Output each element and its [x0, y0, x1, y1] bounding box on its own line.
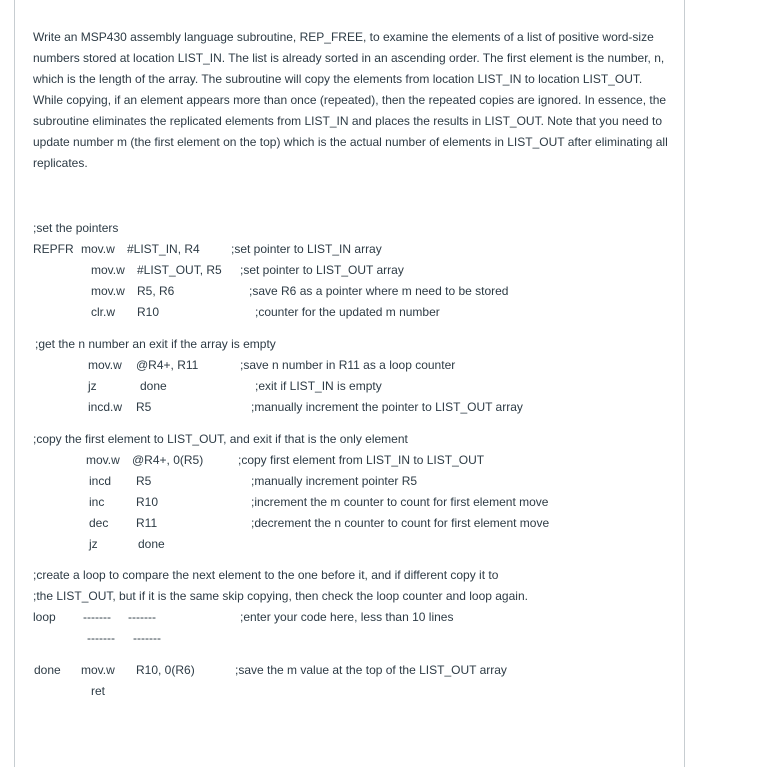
placeholder-opcode: ------- — [83, 610, 111, 624]
code-comment: ;exit if LIST_IN is empty — [255, 379, 382, 393]
opcode: mov.w — [86, 453, 120, 467]
code-comment: ;copy first element from LIST_IN to LIST_OUT — [238, 453, 485, 467]
opcode: incd — [89, 474, 112, 488]
code-comment: ;set pointer to LIST_OUT array — [240, 263, 404, 277]
code-comment: ;save R6 as a pointer where m need to be stored — [249, 284, 509, 298]
operands: R10 — [137, 305, 160, 319]
code-comment: ;save n number in R11 as a loop counter — [240, 358, 456, 372]
label-loop: loop — [33, 610, 56, 624]
label-repfr: REPFR — [33, 242, 74, 256]
opcode: jz — [89, 537, 98, 551]
code-comment: ;save the m value at the top of the LIST_OUT array — [235, 663, 507, 677]
operands: done — [140, 379, 167, 393]
comment-get-n: ;get the n number an exit if the array is empty — [35, 337, 276, 351]
comment-copy-first: ;copy the first element to LIST_OUT, and exit if that is the only element — [33, 432, 408, 446]
operands: @R4+, R11 — [136, 358, 199, 372]
code-comment: ;set pointer to LIST_IN array — [231, 242, 382, 256]
operands: #LIST_IN, R4 — [127, 242, 200, 256]
operands: R5 — [136, 474, 152, 488]
opcode: incd.w — [88, 400, 123, 414]
opcode: inc — [89, 495, 105, 509]
operands: R5, R6 — [137, 284, 175, 298]
opcode: mov.w — [91, 263, 125, 277]
operands: R10 — [136, 495, 159, 509]
code-comment: ;manually increment pointer R5 — [251, 474, 418, 488]
placeholder-opcode: ------- — [87, 631, 115, 645]
opcode: jz — [88, 379, 97, 393]
code-comment: ;counter for the updated m number — [255, 305, 440, 319]
label-done: done — [34, 663, 61, 677]
opcode: ret — [91, 684, 106, 698]
operands: done — [138, 537, 165, 551]
placeholder-operands: ------- — [133, 631, 161, 645]
operands: R11 — [136, 516, 158, 530]
opcode: clr.w — [91, 305, 115, 319]
placeholder-operands: ------- — [128, 610, 156, 624]
code-comment: ;increment the m counter to count for first element move — [251, 495, 549, 509]
code-comment: ;manually increment the pointer to LIST_OUT array — [251, 400, 523, 414]
comment-loop-line-1: ;create a loop to compare the next element to the one before it, and if different copy it to — [33, 568, 499, 582]
operands: #LIST_OUT, R5 — [137, 263, 222, 277]
comment-loop-line-2: ;the LIST_OUT, but if it is the same skip copying, then check the loop counter and loop again. — [33, 589, 528, 603]
problem-description: Write an MSP430 assembly language subroutine, REP_FREE, to examine the elements of a list of positive word-size numbers stored at location LIST_IN. The list is already sorted in an ascending order. The first element is the number, n, which is the length of the array. The subroutine will copy the elements from location LIST_IN to location LIST_OUT. While copying, if an element appears more than once (repeated), then the repeated copies are ignored. In essence, the subroutine eliminates the replicated elements from LIST_IN and places the results in LIST_OUT. Note that you need to update number m (the first element on the top) which is the actual number of elements in LIST_OUT after eliminating all replicates. — [33, 30, 668, 170]
opcode: mov.w — [81, 663, 115, 677]
operands: R10, 0(R6) — [136, 663, 195, 677]
opcode: mov.w — [91, 284, 125, 298]
code-comment: ;enter your code here, less than 10 lines — [240, 610, 454, 624]
operands: R5 — [136, 400, 152, 414]
comment-set-pointers: ;set the pointers — [33, 221, 119, 235]
code-comment: ;decrement the n counter to count for first element move — [251, 516, 550, 530]
opcode: mov.w — [81, 242, 115, 256]
opcode: mov.w — [88, 358, 122, 372]
opcode: dec — [89, 516, 109, 530]
operands: @R4+, 0(R5) — [132, 453, 204, 467]
